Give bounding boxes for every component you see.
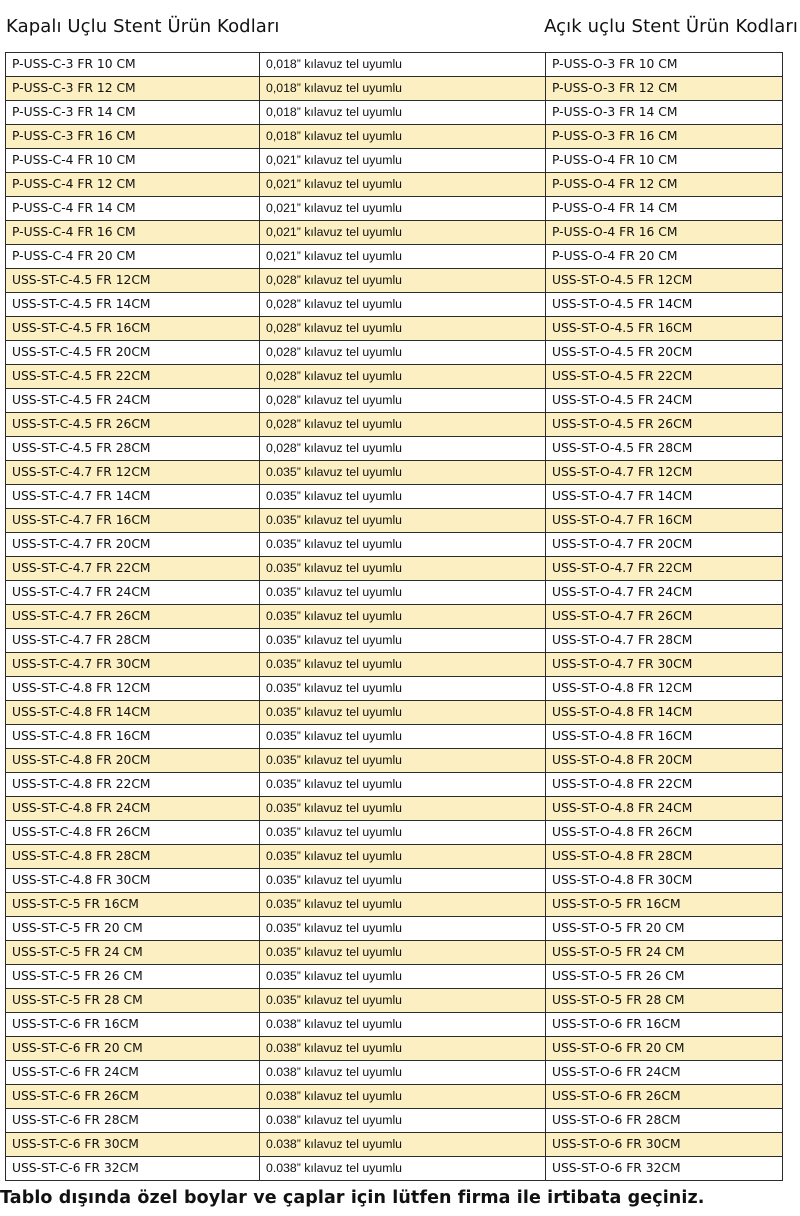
table-row — [6, 773, 783, 797]
guidewire-compat-cell: 0.035” kılavuz tel uyumlu — [260, 893, 546, 917]
table-row — [6, 605, 783, 629]
table-row — [6, 677, 783, 701]
table-row — [6, 1061, 783, 1085]
closed-tip-code-cell: USS-ST-C-6 FR 24CM — [6, 1061, 260, 1085]
guidewire-compat-cell: 0.038” kılavuz tel uyumlu — [260, 1157, 546, 1181]
guidewire-compat-cell: 0.038” kılavuz tel uyumlu — [260, 1085, 546, 1109]
table-row — [6, 293, 783, 317]
closed-tip-code-cell: USS-ST-C-4.7 FR 12CM — [6, 461, 260, 485]
guidewire-compat-cell: 0.035” kılavuz tel uyumlu — [260, 605, 546, 629]
guidewire-compat-cell: 0,021” kılavuz tel uyumlu — [260, 197, 546, 221]
closed-tip-code-cell: P-USS-C-3 FR 14 CM — [6, 101, 260, 125]
open-tip-code-cell: USS-ST-O-4.8 FR 14CM — [546, 701, 783, 725]
closed-tip-code-cell: USS-ST-C-5 FR 20 CM — [6, 917, 260, 941]
open-tip-code-cell: P-USS-O-4 FR 10 CM — [546, 149, 783, 173]
closed-tip-code-cell: USS-ST-C-4.7 FR 22CM — [6, 557, 260, 581]
guidewire-compat-cell: 0.035” kılavuz tel uyumlu — [260, 989, 546, 1013]
closed-tip-code-cell: P-USS-C-3 FR 16 CM — [6, 125, 260, 149]
open-tip-code-cell: USS-ST-O-6 FR 32CM — [546, 1157, 783, 1181]
open-tip-code-cell: USS-ST-O-4.8 FR 20CM — [546, 749, 783, 773]
guidewire-compat-cell: 0.038” kılavuz tel uyumlu — [260, 1061, 546, 1085]
open-tip-code-cell: USS-ST-O-6 FR 28CM — [546, 1109, 783, 1133]
open-tip-code-cell: USS-ST-O-4.7 FR 30CM — [546, 653, 783, 677]
guidewire-compat-cell: 0.035” kılavuz tel uyumlu — [260, 701, 546, 725]
guidewire-compat-cell: 0,021” kılavuz tel uyumlu — [260, 221, 546, 245]
closed-tip-code-cell: P-USS-C-4 FR 14 CM — [6, 197, 260, 221]
guidewire-compat-cell: 0.035” kılavuz tel uyumlu — [260, 917, 546, 941]
guidewire-compat-cell: 0.035” kılavuz tel uyumlu — [260, 797, 546, 821]
table-row — [6, 509, 783, 533]
table-row — [6, 485, 783, 509]
open-tip-code-cell: USS-ST-O-5 FR 24 CM — [546, 941, 783, 965]
guidewire-compat-cell: 0.035” kılavuz tel uyumlu — [260, 725, 546, 749]
table-row — [6, 821, 783, 845]
table-row — [6, 893, 783, 917]
open-tip-code-cell: USS-ST-O-4.7 FR 16CM — [546, 509, 783, 533]
guidewire-compat-cell: 0,018” kılavuz tel uyumlu — [260, 53, 546, 77]
table-row — [6, 365, 783, 389]
closed-tip-code-cell: USS-ST-C-5 FR 28 CM — [6, 989, 260, 1013]
table-row — [6, 629, 783, 653]
open-tip-code-cell: USS-ST-O-4.8 FR 30CM — [546, 869, 783, 893]
table-row — [6, 197, 783, 221]
closed-tip-code-cell: P-USS-C-4 FR 16 CM — [6, 221, 260, 245]
closed-tip-code-cell: USS-ST-C-4.8 FR 30CM — [6, 869, 260, 893]
guidewire-compat-cell: 0,028” kılavuz tel uyumlu — [260, 317, 546, 341]
guidewire-compat-cell: 0.035” kılavuz tel uyumlu — [260, 461, 546, 485]
closed-tip-code-cell: USS-ST-C-6 FR 30CM — [6, 1133, 260, 1157]
guidewire-compat-cell: 0,028” kılavuz tel uyumlu — [260, 293, 546, 317]
table-row — [6, 461, 783, 485]
guidewire-compat-cell: 0.035” kılavuz tel uyumlu — [260, 821, 546, 845]
table-row — [6, 341, 783, 365]
closed-tip-code-cell: USS-ST-C-5 FR 16CM — [6, 893, 260, 917]
open-tip-code-cell: P-USS-O-4 FR 20 CM — [546, 245, 783, 269]
open-tip-code-cell: USS-ST-O-4.8 FR 22CM — [546, 773, 783, 797]
closed-tip-code-cell: USS-ST-C-6 FR 32CM — [6, 1157, 260, 1181]
guidewire-compat-cell: 0,018” kılavuz tel uyumlu — [260, 101, 546, 125]
table-row — [6, 1037, 783, 1061]
guidewire-compat-cell: 0,018” kılavuz tel uyumlu — [260, 77, 546, 101]
guidewire-compat-cell: 0,028” kılavuz tel uyumlu — [260, 269, 546, 293]
guidewire-compat-cell: 0.035” kılavuz tel uyumlu — [260, 941, 546, 965]
open-tip-code-cell: USS-ST-O-4.5 FR 24CM — [546, 389, 783, 413]
closed-tip-code-cell: P-USS-C-4 FR 20 CM — [6, 245, 260, 269]
open-tip-code-cell: USS-ST-O-4.5 FR 28CM — [546, 437, 783, 461]
guidewire-compat-cell: 0.038” kılavuz tel uyumlu — [260, 1013, 546, 1037]
closed-tip-code-cell: USS-ST-C-4.8 FR 24CM — [6, 797, 260, 821]
guidewire-compat-cell: 0,021” kılavuz tel uyumlu — [260, 149, 546, 173]
closed-tip-code-cell: USS-ST-C-4.8 FR 16CM — [6, 725, 260, 749]
table-row — [6, 869, 783, 893]
guidewire-compat-cell: 0.038” kılavuz tel uyumlu — [260, 1133, 546, 1157]
open-tip-code-cell: USS-ST-O-4.5 FR 12CM — [546, 269, 783, 293]
open-tip-code-cell: USS-ST-O-4.7 FR 20CM — [546, 533, 783, 557]
guidewire-compat-cell: 0,021” kılavuz tel uyumlu — [260, 173, 546, 197]
table-row — [6, 701, 783, 725]
closed-tip-code-cell: USS-ST-C-4.8 FR 28CM — [6, 845, 260, 869]
table-row — [6, 53, 783, 77]
closed-tip-code-cell: USS-ST-C-4.7 FR 16CM — [6, 509, 260, 533]
closed-tip-code-cell: USS-ST-C-4.5 FR 20CM — [6, 341, 260, 365]
open-tip-code-cell: USS-ST-O-4.5 FR 16CM — [546, 317, 783, 341]
open-tip-code-cell: USS-ST-O-5 FR 28 CM — [546, 989, 783, 1013]
guidewire-compat-cell: 0,028” kılavuz tel uyumlu — [260, 341, 546, 365]
closed-tip-code-cell: USS-ST-C-4.5 FR 22CM — [6, 365, 260, 389]
closed-tip-code-cell: USS-ST-C-5 FR 24 CM — [6, 941, 260, 965]
open-tip-code-cell: P-USS-O-3 FR 12 CM — [546, 77, 783, 101]
table-row — [6, 1109, 783, 1133]
table-row — [6, 845, 783, 869]
table-row — [6, 533, 783, 557]
open-tip-code-cell: USS-ST-O-4.5 FR 20CM — [546, 341, 783, 365]
closed-tip-code-cell: USS-ST-C-4.8 FR 20CM — [6, 749, 260, 773]
guidewire-compat-cell: 0.035” kılavuz tel uyumlu — [260, 869, 546, 893]
closed-tip-code-cell: USS-ST-C-4.7 FR 14CM — [6, 485, 260, 509]
closed-tip-code-cell: USS-ST-C-6 FR 16CM — [6, 1013, 260, 1037]
closed-tip-code-cell: P-USS-C-3 FR 10 CM — [6, 53, 260, 77]
guidewire-compat-cell: 0,028” kılavuz tel uyumlu — [260, 365, 546, 389]
closed-tip-code-cell: USS-ST-C-6 FR 26CM — [6, 1085, 260, 1109]
table-row — [6, 149, 783, 173]
open-tip-code-cell: USS-ST-O-5 FR 26 CM — [546, 965, 783, 989]
table-row — [6, 1133, 783, 1157]
table-row — [6, 1157, 783, 1181]
open-tip-code-cell: USS-ST-O-4.8 FR 26CM — [546, 821, 783, 845]
table-row — [6, 581, 783, 605]
guidewire-compat-cell: 0.035” kılavuz tel uyumlu — [260, 509, 546, 533]
closed-tip-code-cell: USS-ST-C-4.7 FR 30CM — [6, 653, 260, 677]
open-tip-code-cell: P-USS-O-4 FR 12 CM — [546, 173, 783, 197]
table-row — [6, 797, 783, 821]
open-tip-code-cell: USS-ST-O-6 FR 26CM — [546, 1085, 783, 1109]
guidewire-compat-cell: 0,028” kılavuz tel uyumlu — [260, 413, 546, 437]
closed-tip-code-cell: USS-ST-C-6 FR 20 CM — [6, 1037, 260, 1061]
open-tip-code-cell: USS-ST-O-4.7 FR 22CM — [546, 557, 783, 581]
guidewire-compat-cell: 0,028” kılavuz tel uyumlu — [260, 389, 546, 413]
closed-tip-code-cell: USS-ST-C-4.8 FR 12CM — [6, 677, 260, 701]
closed-tip-code-cell: P-USS-C-3 FR 12 CM — [6, 77, 260, 101]
table-body — [6, 53, 783, 1181]
closed-tip-code-cell: USS-ST-C-4.8 FR 26CM — [6, 821, 260, 845]
guidewire-compat-cell: 0.035” kılavuz tel uyumlu — [260, 845, 546, 869]
table-row — [6, 749, 783, 773]
table-row — [6, 941, 783, 965]
guidewire-compat-cell: 0.035” kılavuz tel uyumlu — [260, 965, 546, 989]
open-tip-code-cell: USS-ST-O-4.7 FR 24CM — [546, 581, 783, 605]
open-tip-code-cell: USS-ST-O-4.5 FR 14CM — [546, 293, 783, 317]
guidewire-compat-cell: 0,021” kılavuz tel uyumlu — [260, 245, 546, 269]
closed-tip-code-cell: USS-ST-C-4.7 FR 26CM — [6, 605, 260, 629]
open-tip-code-cell: USS-ST-O-4.5 FR 22CM — [546, 365, 783, 389]
guidewire-compat-cell: 0.035” kılavuz tel uyumlu — [260, 629, 546, 653]
guidewire-compat-cell: 0,018” kılavuz tel uyumlu — [260, 125, 546, 149]
footer-note: Tablo dışında özel boylar ve çaplar için lütfen firma ile irtibata geçiniz. — [0, 1188, 705, 1208]
closed-tip-code-cell: P-USS-C-4 FR 12 CM — [6, 173, 260, 197]
table-row — [6, 125, 783, 149]
closed-tip-code-cell: USS-ST-C-4.5 FR 16CM — [6, 317, 260, 341]
open-tip-code-cell: P-USS-O-4 FR 14 CM — [546, 197, 783, 221]
guidewire-compat-cell: 0.038” kılavuz tel uyumlu — [260, 1037, 546, 1061]
table-row — [6, 653, 783, 677]
guidewire-compat-cell: 0.035” kılavuz tel uyumlu — [260, 533, 546, 557]
open-tip-code-cell: P-USS-O-3 FR 16 CM — [546, 125, 783, 149]
guidewire-compat-cell: 0.035” kılavuz tel uyumlu — [260, 653, 546, 677]
table-row — [6, 77, 783, 101]
table-row — [6, 437, 783, 461]
table-row — [6, 917, 783, 941]
table-row — [6, 965, 783, 989]
guidewire-compat-cell: 0.035” kılavuz tel uyumlu — [260, 773, 546, 797]
open-tip-code-cell: USS-ST-O-4.8 FR 28CM — [546, 845, 783, 869]
open-tip-code-cell: USS-ST-O-4.7 FR 26CM — [546, 605, 783, 629]
closed-tip-code-cell: USS-ST-C-4.5 FR 26CM — [6, 413, 260, 437]
closed-tip-code-cell: USS-ST-C-4.5 FR 12CM — [6, 269, 260, 293]
closed-tip-heading: Kapalı Uçlu Stent Ürün Kodları — [6, 16, 280, 37]
guidewire-compat-cell: 0,028” kılavuz tel uyumlu — [260, 437, 546, 461]
open-tip-code-cell: USS-ST-O-4.8 FR 16CM — [546, 725, 783, 749]
open-tip-code-cell: P-USS-O-3 FR 14 CM — [546, 101, 783, 125]
guidewire-compat-cell: 0.035” kılavuz tel uyumlu — [260, 677, 546, 701]
open-tip-code-cell: USS-ST-O-4.7 FR 28CM — [546, 629, 783, 653]
open-tip-code-cell: USS-ST-O-6 FR 24CM — [546, 1061, 783, 1085]
guidewire-compat-cell: 0.035” kılavuz tel uyumlu — [260, 581, 546, 605]
open-tip-code-cell: USS-ST-O-6 FR 20 CM — [546, 1037, 783, 1061]
table-row — [6, 269, 783, 293]
closed-tip-code-cell: USS-ST-C-5 FR 26 CM — [6, 965, 260, 989]
closed-tip-code-cell: USS-ST-C-6 FR 28CM — [6, 1109, 260, 1133]
table-row — [6, 317, 783, 341]
table-row — [6, 989, 783, 1013]
closed-tip-code-cell: P-USS-C-4 FR 10 CM — [6, 149, 260, 173]
open-tip-code-cell: P-USS-O-4 FR 16 CM — [546, 221, 783, 245]
guidewire-compat-cell: 0.035” kılavuz tel uyumlu — [260, 485, 546, 509]
open-tip-code-cell: USS-ST-O-4.7 FR 12CM — [546, 461, 783, 485]
table-row — [6, 725, 783, 749]
closed-tip-code-cell: USS-ST-C-4.7 FR 20CM — [6, 533, 260, 557]
table-row — [6, 1013, 783, 1037]
open-tip-code-cell: USS-ST-O-6 FR 30CM — [546, 1133, 783, 1157]
open-tip-code-cell: USS-ST-O-4.8 FR 12CM — [546, 677, 783, 701]
open-tip-code-cell: USS-ST-O-4.5 FR 26CM — [546, 413, 783, 437]
closed-tip-code-cell: USS-ST-C-4.7 FR 28CM — [6, 629, 260, 653]
table-row — [6, 413, 783, 437]
table-row — [6, 389, 783, 413]
table-row — [6, 101, 783, 125]
guidewire-compat-cell: 0.035” kılavuz tel uyumlu — [260, 557, 546, 581]
table-row — [6, 245, 783, 269]
closed-tip-code-cell: USS-ST-C-4.5 FR 24CM — [6, 389, 260, 413]
closed-tip-code-cell: USS-ST-C-4.8 FR 14CM — [6, 701, 260, 725]
closed-tip-code-cell: USS-ST-C-4.7 FR 24CM — [6, 581, 260, 605]
closed-tip-code-cell: USS-ST-C-4.5 FR 28CM — [6, 437, 260, 461]
open-tip-code-cell: USS-ST-O-4.8 FR 24CM — [546, 797, 783, 821]
closed-tip-code-cell: USS-ST-C-4.8 FR 22CM — [6, 773, 260, 797]
open-tip-code-cell: P-USS-O-3 FR 10 CM — [546, 53, 783, 77]
product-codes-table — [5, 52, 783, 1181]
open-tip-code-cell: USS-ST-O-6 FR 16CM — [546, 1013, 783, 1037]
open-tip-code-cell: USS-ST-O-5 FR 16CM — [546, 893, 783, 917]
open-tip-code-cell: USS-ST-O-4.7 FR 14CM — [546, 485, 783, 509]
guidewire-compat-cell: 0.038” kılavuz tel uyumlu — [260, 1109, 546, 1133]
open-tip-code-cell: USS-ST-O-5 FR 20 CM — [546, 917, 783, 941]
guidewire-compat-cell: 0.035” kılavuz tel uyumlu — [260, 749, 546, 773]
table-row — [6, 221, 783, 245]
open-tip-heading: Açık uçlu Stent Ürün Kodları — [544, 16, 798, 37]
table-row — [6, 1085, 783, 1109]
table-row — [6, 173, 783, 197]
table-row — [6, 557, 783, 581]
closed-tip-code-cell: USS-ST-C-4.5 FR 14CM — [6, 293, 260, 317]
